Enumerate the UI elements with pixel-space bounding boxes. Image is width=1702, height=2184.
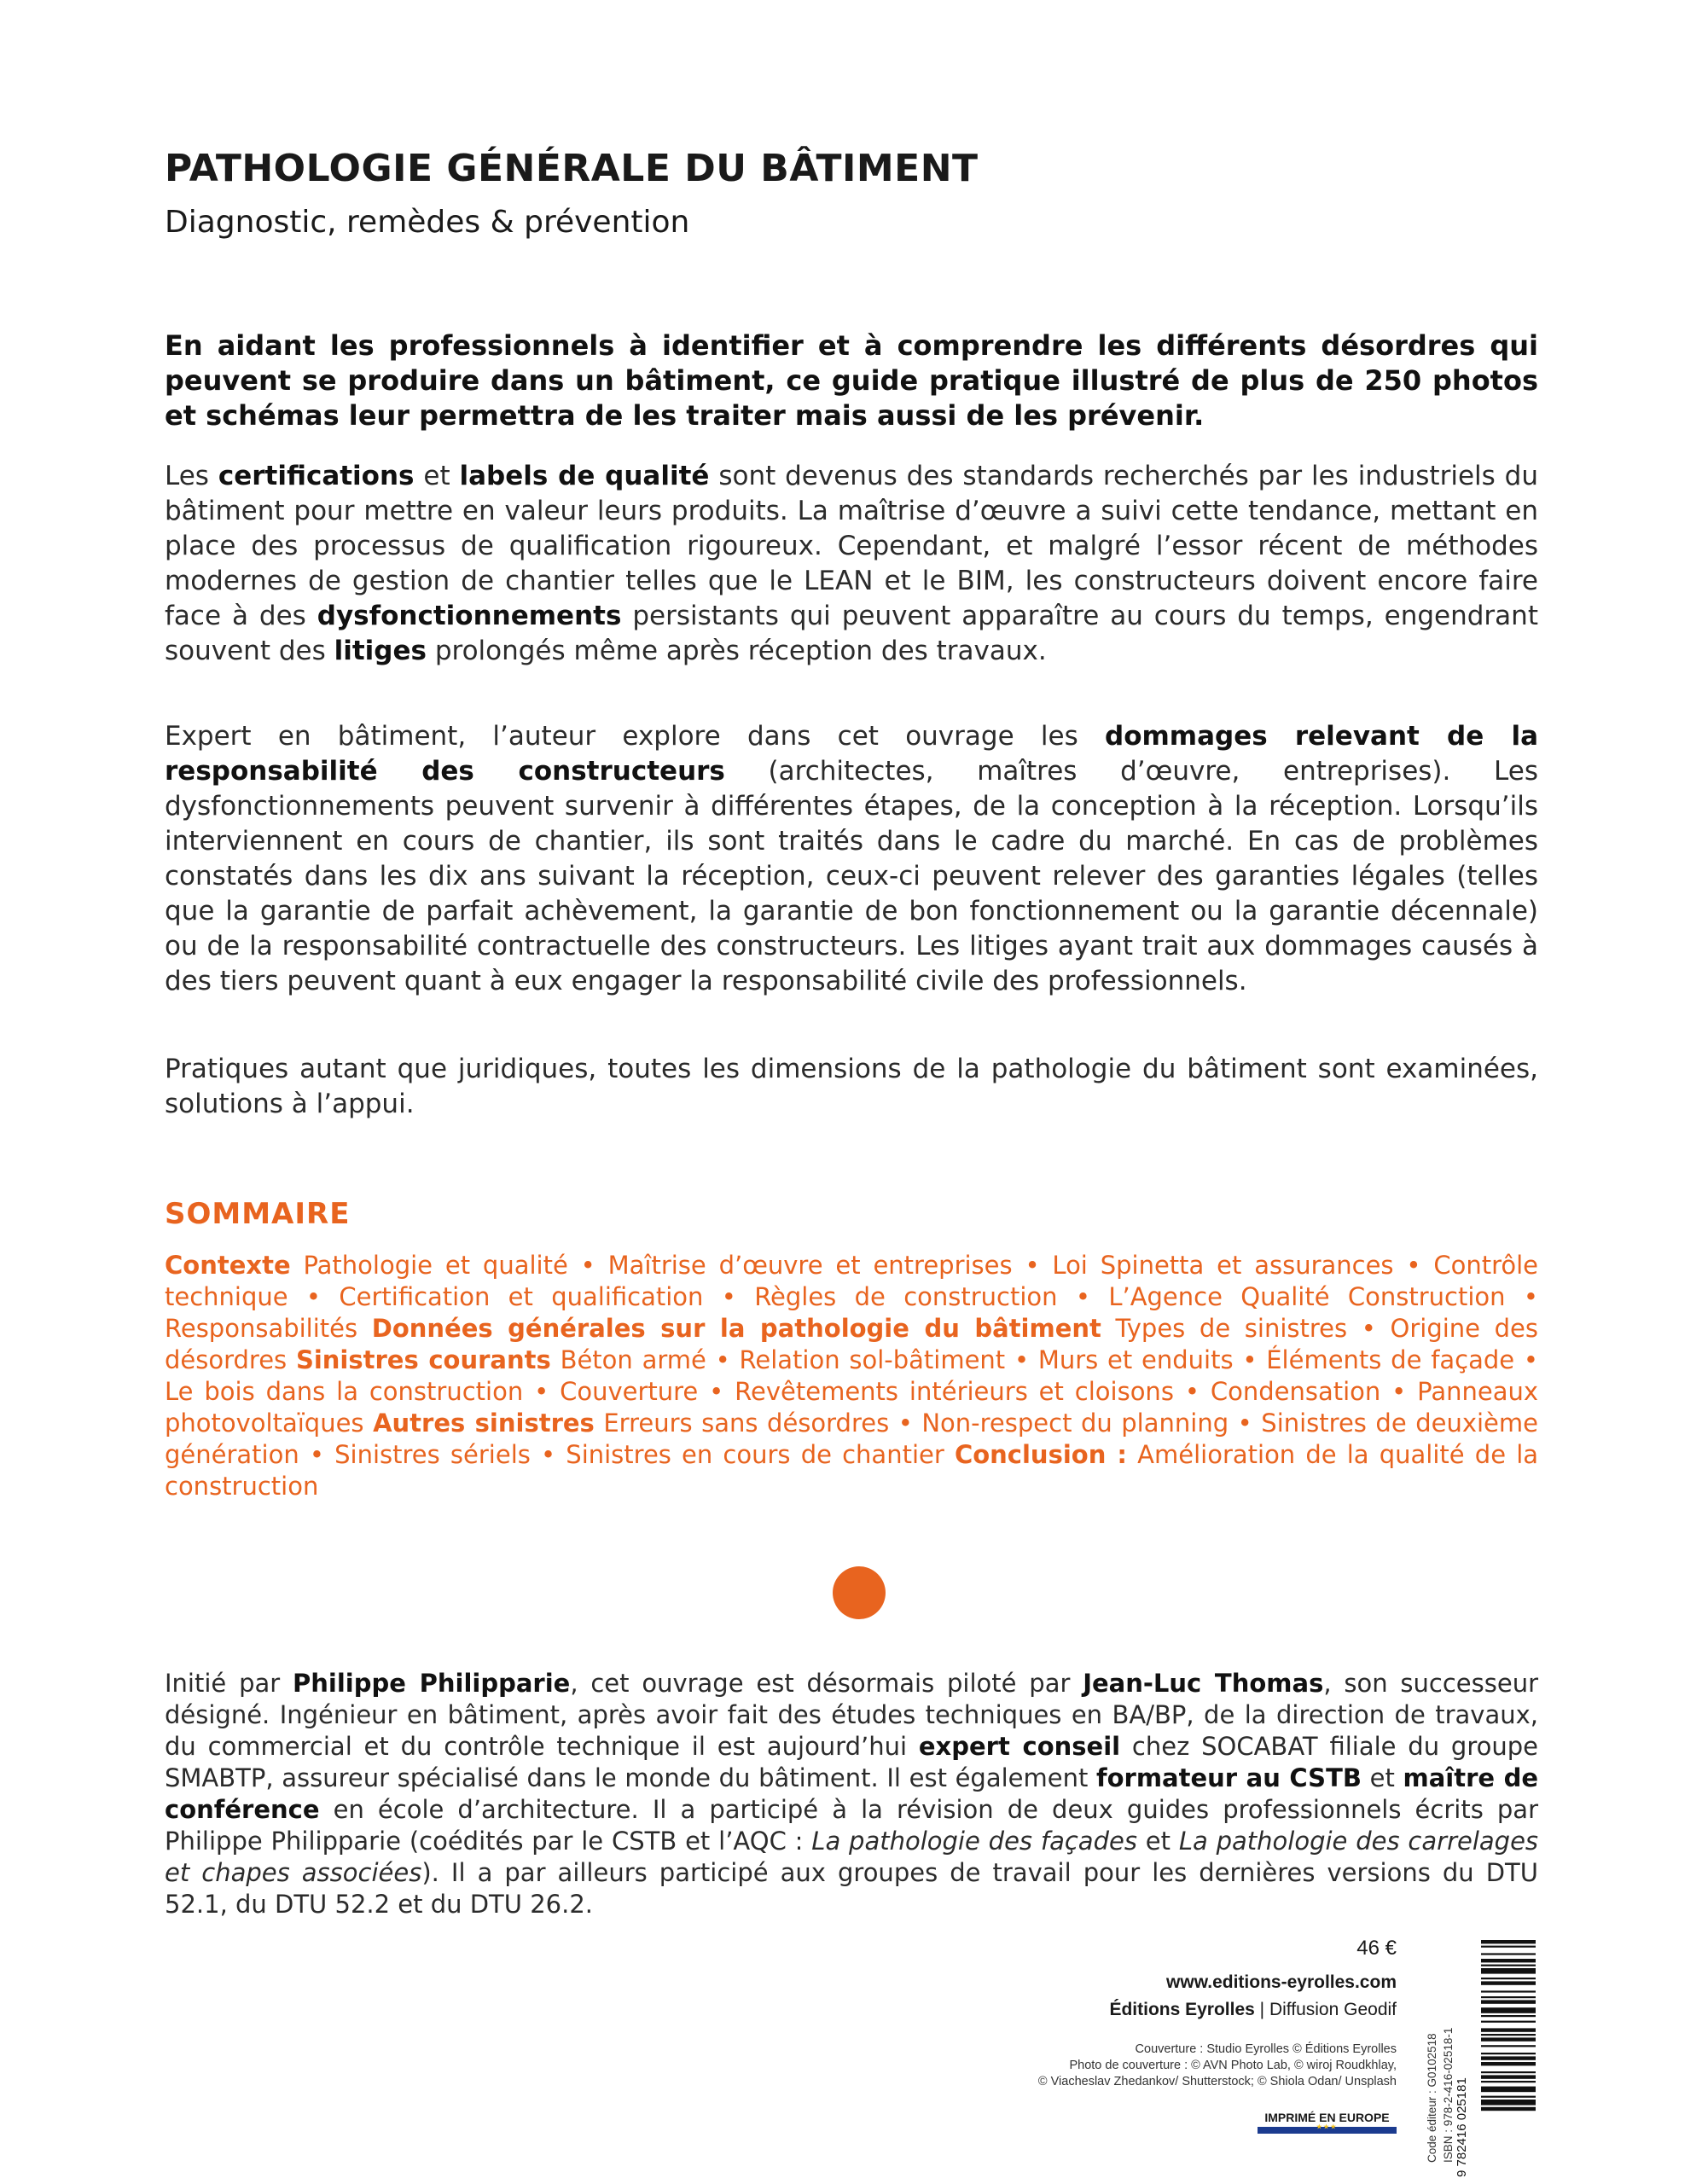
publisher-name: Éditions Eyrolles xyxy=(1109,2000,1255,2019)
emphasis: expert conseil xyxy=(918,1732,1121,1761)
bullet-separator: • xyxy=(1173,1377,1211,1406)
sommaire-section-title: Conclusion : xyxy=(954,1440,1127,1469)
book-title-ref: La pathologie des carrelages et chapes associées xyxy=(165,1827,1539,1887)
orange-dot-ornament xyxy=(833,1566,886,1619)
book-title: PATHOLOGIE GÉNÉRALE DU BÂTIMENT xyxy=(165,147,979,190)
barcode-bar xyxy=(1481,2087,1536,2093)
barcode-bar xyxy=(1481,2100,1536,2106)
sommaire-heading: SOMMAIRE xyxy=(165,1197,351,1231)
isbn-barcode xyxy=(1455,1937,1537,2180)
barcode-bar xyxy=(1481,2000,1536,2003)
sommaire-section-title: Sinistres courants xyxy=(295,1345,551,1374)
sommaire-list xyxy=(165,1250,1538,1502)
credit-line: Photo de couverture : © AVN Photo Lab, © wiroj Roudkhlay, xyxy=(1069,2059,1397,2072)
credit-line: Couverture : Studio Eyrolles © Éditions Eyrolles xyxy=(1135,2042,1397,2056)
text-run: et xyxy=(1136,1827,1179,1856)
bullet-separator: • xyxy=(567,1251,608,1280)
barcode-bar xyxy=(1481,1953,1536,1955)
barcode-bar xyxy=(1481,1940,1536,1943)
sommaire-item: Relation sol-bâtiment xyxy=(739,1345,1006,1374)
sommaire-item: Types de sinistres xyxy=(1115,1314,1348,1343)
sommaire-item: Contrôle technique xyxy=(165,1251,1539,1311)
barcode-bars xyxy=(1481,1940,1536,2111)
barcode-bar xyxy=(1481,2021,1536,2023)
sommaire-item: Pathologie et qualité xyxy=(303,1251,568,1280)
imprime-en-europe-label xyxy=(1258,2111,1397,2134)
imprime-text: IMPRIMÉ EN EUROPE xyxy=(1264,2111,1390,2124)
text-run: (architectes, maîtres d’œuvre, entreprises). Les dysfonctionnements peuvent survenir à différentes étapes, de la conception à la réception. Lorsqu’ils interviennent en cours de chantier, ils sont traités dans le cadre du marché. En cas de problèmes constatés dans les dix ans suivant la réception, ceux-ci peuvent relever des garanties légales (telles que la garantie de parfait achèvement, la garantie de bon fonctionnement ou la garantie décennale) ou de la responsabilité contractuelle des constructeurs. Les litiges ayant trait aux dommages causés à des tiers peuvent quant à eux engager la responsabilité civile des professionnels. xyxy=(165,756,1538,996)
lead-paragraph: En aidant les professionnels à identifier et à comprendre les différents désordres qui peuvent se produire dans un bâtiment, ce guide pratique illustré de plus de 250 photos et schémas leur permettra de les traiter mais aussi de les prévenir. xyxy=(165,329,1538,432)
barcode-bar xyxy=(1481,2028,1536,2031)
barcode-bar xyxy=(1481,1968,1536,1974)
paragraph-certifications xyxy=(165,459,1538,669)
text-run: prolongés même après réception des travaux. xyxy=(426,636,1047,666)
sommaire-section-title: Données générales sur la pathologie du bâtiment xyxy=(371,1314,1101,1343)
barcode-bar xyxy=(1481,2015,1536,2017)
bullet-separator: • xyxy=(1005,1345,1038,1374)
emphasis: Philippe Philipparie xyxy=(293,1669,571,1698)
text-run: Initié par xyxy=(165,1669,293,1698)
sommaire-item: Couverture xyxy=(560,1377,699,1406)
distributor: | Diffusion Geodif xyxy=(1254,2000,1397,2019)
barcode-bar xyxy=(1481,2037,1536,2041)
sommaire-item: Sinistres de deuxième génération xyxy=(165,1409,1538,1469)
publisher-website: www.editions-eyrolles.com xyxy=(1166,1972,1397,1992)
text-run: , son successeur désigné. Ingénieur en bâtiment, après avoir fait des études techniques en BA/BP, de la direction de travaux, du commercial et du contrôle technique il est aujourd’hui xyxy=(165,1669,1538,1761)
barcode-bar xyxy=(1481,2062,1536,2065)
emphasis: maître de conférence xyxy=(165,1763,1538,1824)
bullet-separator: • xyxy=(1393,1251,1434,1280)
sommaire-item: Certification et qualification xyxy=(339,1282,704,1311)
paragraph-pratiques: Pratiques autant que juridiques, toutes les dimensions de la pathologie du bâtiment sont examinées, solutions à l’appui. xyxy=(165,1054,1538,1119)
text-run: et xyxy=(1361,1763,1403,1792)
emphasis: Jean-Luc Thomas xyxy=(1083,1669,1324,1698)
barcode-bar xyxy=(1481,1990,1536,1992)
emphasis: dysfonctionnements xyxy=(317,601,622,631)
emphasis: certifications xyxy=(218,461,415,491)
barcode-bar xyxy=(1481,2071,1536,2073)
bullet-separator: • xyxy=(1347,1314,1391,1343)
publisher-line xyxy=(1109,2000,1397,2020)
text-run: Expert en bâtiment, l’auteur explore dans cet ouvrage les xyxy=(165,721,1105,752)
sommaire-item: Éléments de façade xyxy=(1266,1345,1515,1374)
emphasis: formateur au CSTB xyxy=(1096,1763,1362,1792)
bullet-separator: • xyxy=(703,1282,755,1311)
sommaire-section-title: Contexte xyxy=(165,1251,291,1280)
text-run: , cet ouvrage est désormais piloté par xyxy=(570,1669,1083,1698)
sommaire-item: Panneaux photovoltaïques xyxy=(165,1377,1539,1438)
emphasis: litiges xyxy=(334,636,427,666)
sommaire-item: Béton armé xyxy=(560,1345,706,1374)
bullet-separator: • xyxy=(1505,1282,1538,1311)
bullet-separator: • xyxy=(889,1409,922,1438)
text-run: sont devenus des standards recherchés par les industriels du bâtiment pour mettre en valeur leurs produits. La maîtrise d’œuvre a suivi cette tendance, mettant en place des processus de qualification rigoureux. Cependant, et malgré l’essor récent de méthodes modernes de gestion de chantier telles que le LEAN et le BIM, les constructeurs doivent encore faire face à des xyxy=(165,461,1538,631)
text-run: et xyxy=(414,461,460,491)
text-run: en école d’architecture. Il a participé à la révision de deux guides professionnels écrits par Philippe Philipparie (coédités par le CSTB et l’AQC : xyxy=(165,1795,1538,1856)
author-bio xyxy=(165,1668,1538,1920)
bullet-separator: • xyxy=(1057,1282,1109,1311)
text-run: ). Il a par ailleurs participé aux groupes de travail pour les dernières versions du DTU 52.1, du DTU 52.2 et du DTU 26.2. xyxy=(165,1858,1538,1919)
bullet-separator: • xyxy=(523,1377,561,1406)
book-subtitle: Diagnostic, remèdes & prévention xyxy=(165,205,690,240)
barcode-bar xyxy=(1481,2096,1536,2098)
bullet-separator: • xyxy=(1380,1377,1418,1406)
emphasis: labels de qualité xyxy=(459,461,710,491)
text-run: Les xyxy=(165,461,218,491)
barcode-bar xyxy=(1481,1996,1536,1998)
bullet-separator: • xyxy=(530,1440,566,1469)
paragraph-expert xyxy=(165,719,1538,999)
barcode-bar xyxy=(1481,1959,1536,1962)
barcode-bar xyxy=(1481,2007,1536,2013)
barcode-bar xyxy=(1481,2075,1536,2078)
bullet-separator: • xyxy=(698,1377,735,1406)
sommaire-item: Erreurs sans désordres xyxy=(603,1409,890,1438)
barcode-bar xyxy=(1481,2056,1536,2059)
bullet-separator: • xyxy=(706,1345,740,1374)
eu-flag-icon xyxy=(1258,2127,1397,2134)
sommaire-item: Règles de construction xyxy=(754,1282,1058,1311)
bullet-separator: • xyxy=(1012,1251,1053,1280)
sommaire-item: Sinistres en cours de chantier xyxy=(566,1440,944,1469)
sommaire-item: Le bois dans la construction xyxy=(165,1377,524,1406)
sommaire-item: Non-respect du planning xyxy=(921,1409,1229,1438)
barcode-bar xyxy=(1481,2034,1536,2036)
barcode-bar xyxy=(1481,1978,1536,1979)
barcode-bar xyxy=(1481,1965,1536,1966)
text-run: chez SOCABAT filiale du groupe SMABTP, assureur spécialisé dans le monde du bâtiment. Il est également xyxy=(165,1732,1538,1792)
cover-credits xyxy=(1004,2042,1397,2090)
sommaire-item: Maîtrise d’œuvre et entreprises xyxy=(607,1251,1013,1280)
sommaire-item: Loi Spinetta et assurances xyxy=(1052,1251,1394,1280)
price: 46 € xyxy=(1356,1937,1397,1960)
sommaire-item: Origine des désordres xyxy=(165,1314,1539,1374)
bullet-separator: • xyxy=(1229,1409,1262,1438)
barcode-bar xyxy=(1481,1981,1536,1984)
barcode-bar xyxy=(1481,1946,1536,1948)
sommaire-item: Condensation xyxy=(1210,1377,1381,1406)
bullet-separator: • xyxy=(1233,1345,1267,1374)
bullet-separator: • xyxy=(299,1440,335,1469)
bullet-separator: • xyxy=(288,1282,340,1311)
sommaire-item: Revêtements intérieurs et cloisons xyxy=(735,1377,1174,1406)
sommaire-item: Murs et enduits xyxy=(1037,1345,1234,1374)
sommaire-item: Responsabilités xyxy=(165,1314,358,1343)
barcode-digits: 9 782416 025181 xyxy=(1455,2077,1469,2177)
text-run: persistants qui peuvent apparaître au cours du temps, engendrant souvent des xyxy=(165,601,1538,666)
book-title-ref: La pathologie des façades xyxy=(811,1827,1137,1856)
credit-line: © Viacheslav Zhedankov/ Shutterstock; © Shiola Odan/ Unsplash xyxy=(1037,2075,1397,2088)
barcode-bar xyxy=(1481,2081,1536,2082)
emphasis: dommages relevant de la responsabilité des constructeurs xyxy=(165,721,1538,787)
code-editeur: Code éditeur : G0102518 xyxy=(1426,2033,1438,2163)
barcode-bar xyxy=(1481,2107,1536,2111)
barcode-bar xyxy=(1481,2053,1536,2054)
sommaire-item: L’Agence Qualité Construction xyxy=(1108,1282,1506,1311)
isbn: ISBN : 978-2-416-02518-1 xyxy=(1442,2027,1455,2163)
sommaire-item: Amélioration de la qualité de la construction xyxy=(165,1440,1539,1501)
sommaire-section-title: Autres sinistres xyxy=(373,1409,595,1438)
sommaire-item: Sinistres sériels xyxy=(334,1440,531,1469)
barcode-bar xyxy=(1481,2045,1536,2047)
bullet-separator: • xyxy=(1514,1345,1539,1374)
